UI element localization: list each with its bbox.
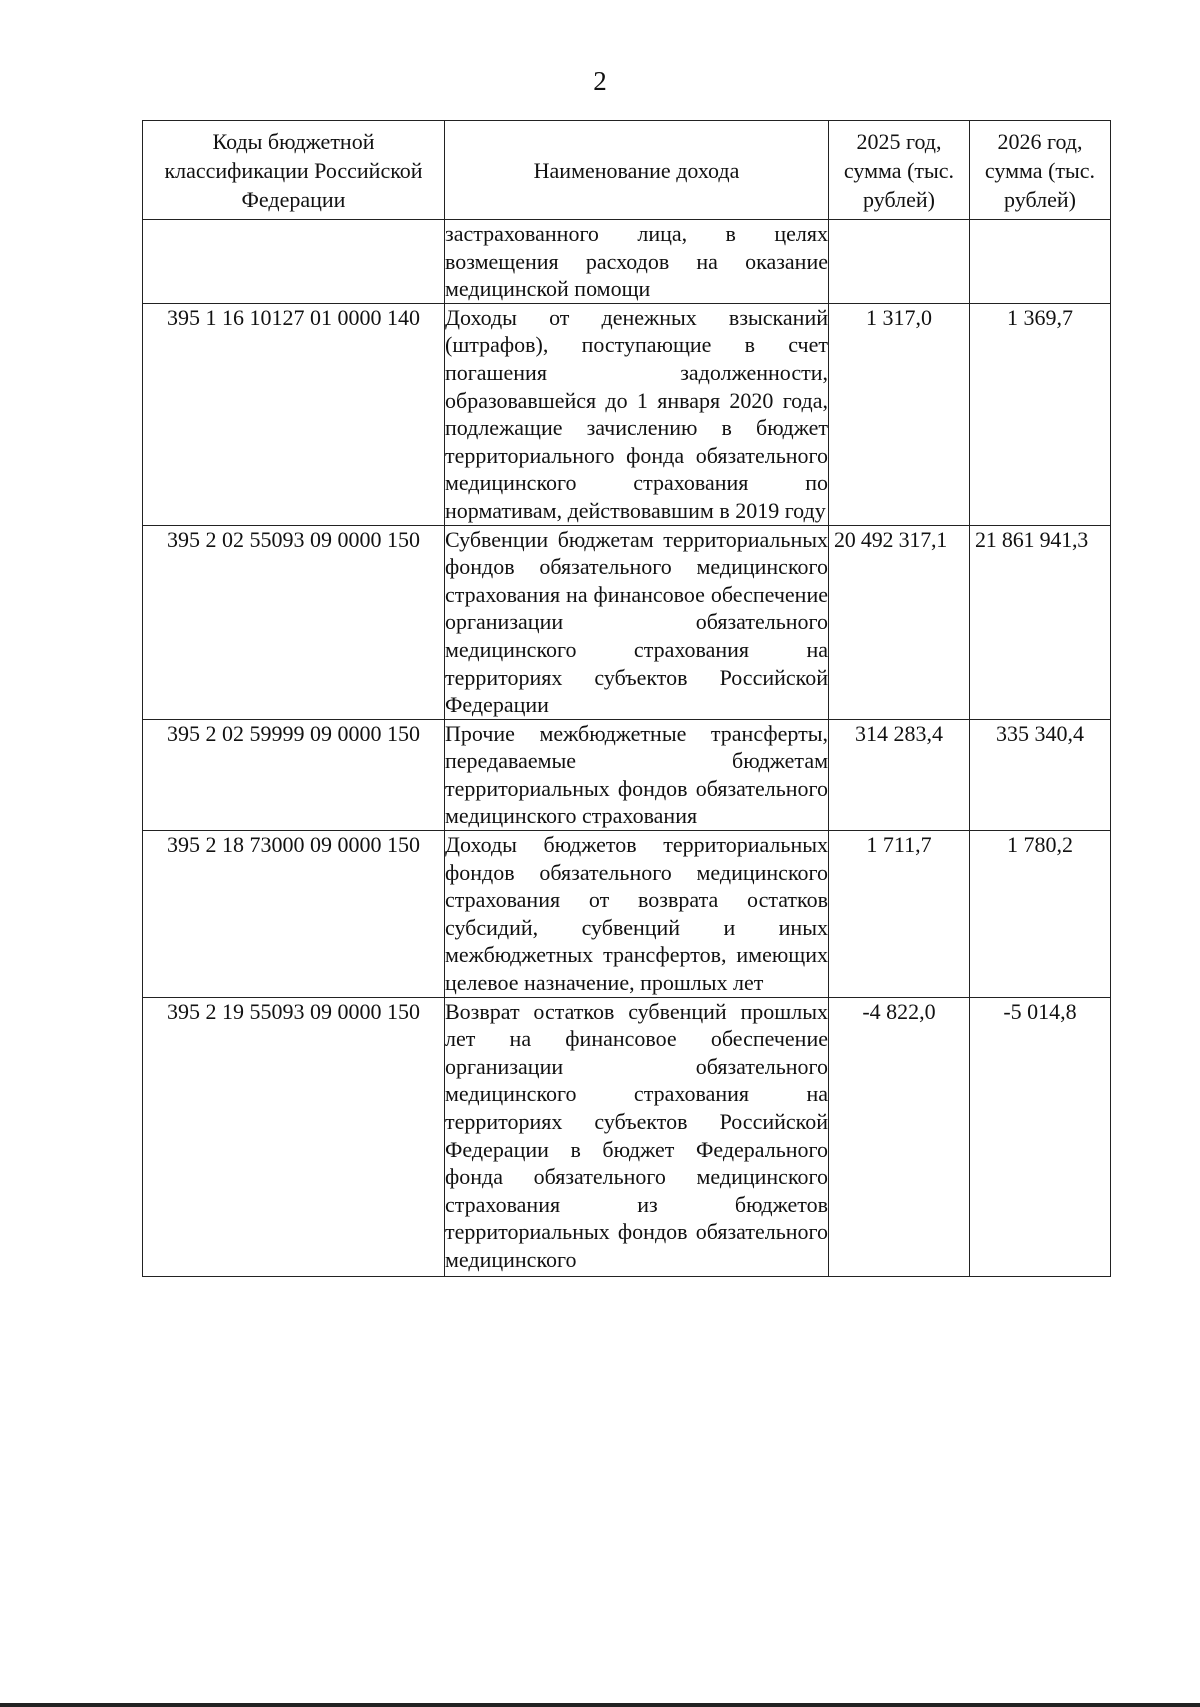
row-value-2025: -4 822,0 <box>829 997 970 1276</box>
table-header-row <box>143 121 1111 220</box>
row-value-2025: 1 317,0 <box>829 303 970 525</box>
row-value-2026: 1 780,2 <box>970 831 1111 998</box>
row-value-2025 <box>829 220 970 304</box>
table-row <box>143 220 1111 304</box>
row-value-2025: 314 283,4 <box>829 719 970 830</box>
row-code: 395 2 02 55093 09 0000 150 <box>143 525 445 719</box>
row-value-2026: -5 014,8 <box>970 997 1111 1276</box>
row-name: Доходы от денежных взысканий (штрафов), поступающие в счет погашения задолженности, образовавшейся до 1 января 2020 года, подлежащие зачислению в бюджет территориального фонда обязательного медицинского страхования по нормативам, действовавшим в 2019 году <box>445 303 829 525</box>
table-row <box>143 831 1111 998</box>
row-name: Возврат остатков субвенций прошлых лет на финансовое обеспечение организации обязательного медицинского страхования на территориях субъектов Российской Федерации в бюджет Федерального фонда обязательного медицинского страхования из бюджетов территориальных фондов обязательного медицинского <box>445 997 829 1276</box>
row-name: Доходы бюджетов территориальных фондов обязательного медицинского страхования от возврата остатков субсидий, субвенций и иных межбюджетных трансфертов, имеющих целевое назначение, прошлых лет <box>445 831 829 998</box>
row-code: 395 2 18 73000 09 0000 150 <box>143 831 445 998</box>
scan-edge-line <box>0 1703 1200 1707</box>
row-name: Субвенции бюджетам территориальных фондов обязательного медицинского страхования на финансовое обеспечение организации обязательного медицинского страхования на территориях субъектов Российской Федерации <box>445 525 829 719</box>
row-name: застрахованного лица, в целях возмещения расходов на оказание медицинской помощи <box>445 220 829 304</box>
table-row <box>143 719 1111 830</box>
row-value-2026: 335 340,4 <box>970 719 1111 830</box>
row-code: 395 1 16 10127 01 0000 140 <box>143 303 445 525</box>
row-value-2026 <box>970 220 1111 304</box>
row-value-2025: 20 492 317,1 <box>829 525 970 719</box>
header-name: Наименование дохода <box>445 121 829 220</box>
header-year-2026: 2026 год, сумма (тыс. рублей) <box>970 121 1111 220</box>
row-code <box>143 220 445 304</box>
row-value-2026: 1 369,7 <box>970 303 1111 525</box>
row-name: Прочие межбюджетные трансферты, передаваемые бюджетам территориальных фондов обязательного медицинского страхования <box>445 719 829 830</box>
revenue-table <box>142 120 1111 1277</box>
row-value-2025: 1 711,7 <box>829 831 970 998</box>
header-year-2025: 2025 год, сумма (тыс. рублей) <box>829 121 970 220</box>
page-number: 2 <box>593 66 607 96</box>
row-code: 395 2 02 59999 09 0000 150 <box>143 719 445 830</box>
table-row <box>143 997 1111 1276</box>
row-code: 395 2 19 55093 09 0000 150 <box>143 997 445 1276</box>
header-codes: Коды бюджетной классификации Российской Федерации <box>143 121 445 220</box>
table-row <box>143 525 1111 719</box>
table-row <box>143 303 1111 525</box>
row-value-2026: 21 861 941,3 <box>970 525 1111 719</box>
